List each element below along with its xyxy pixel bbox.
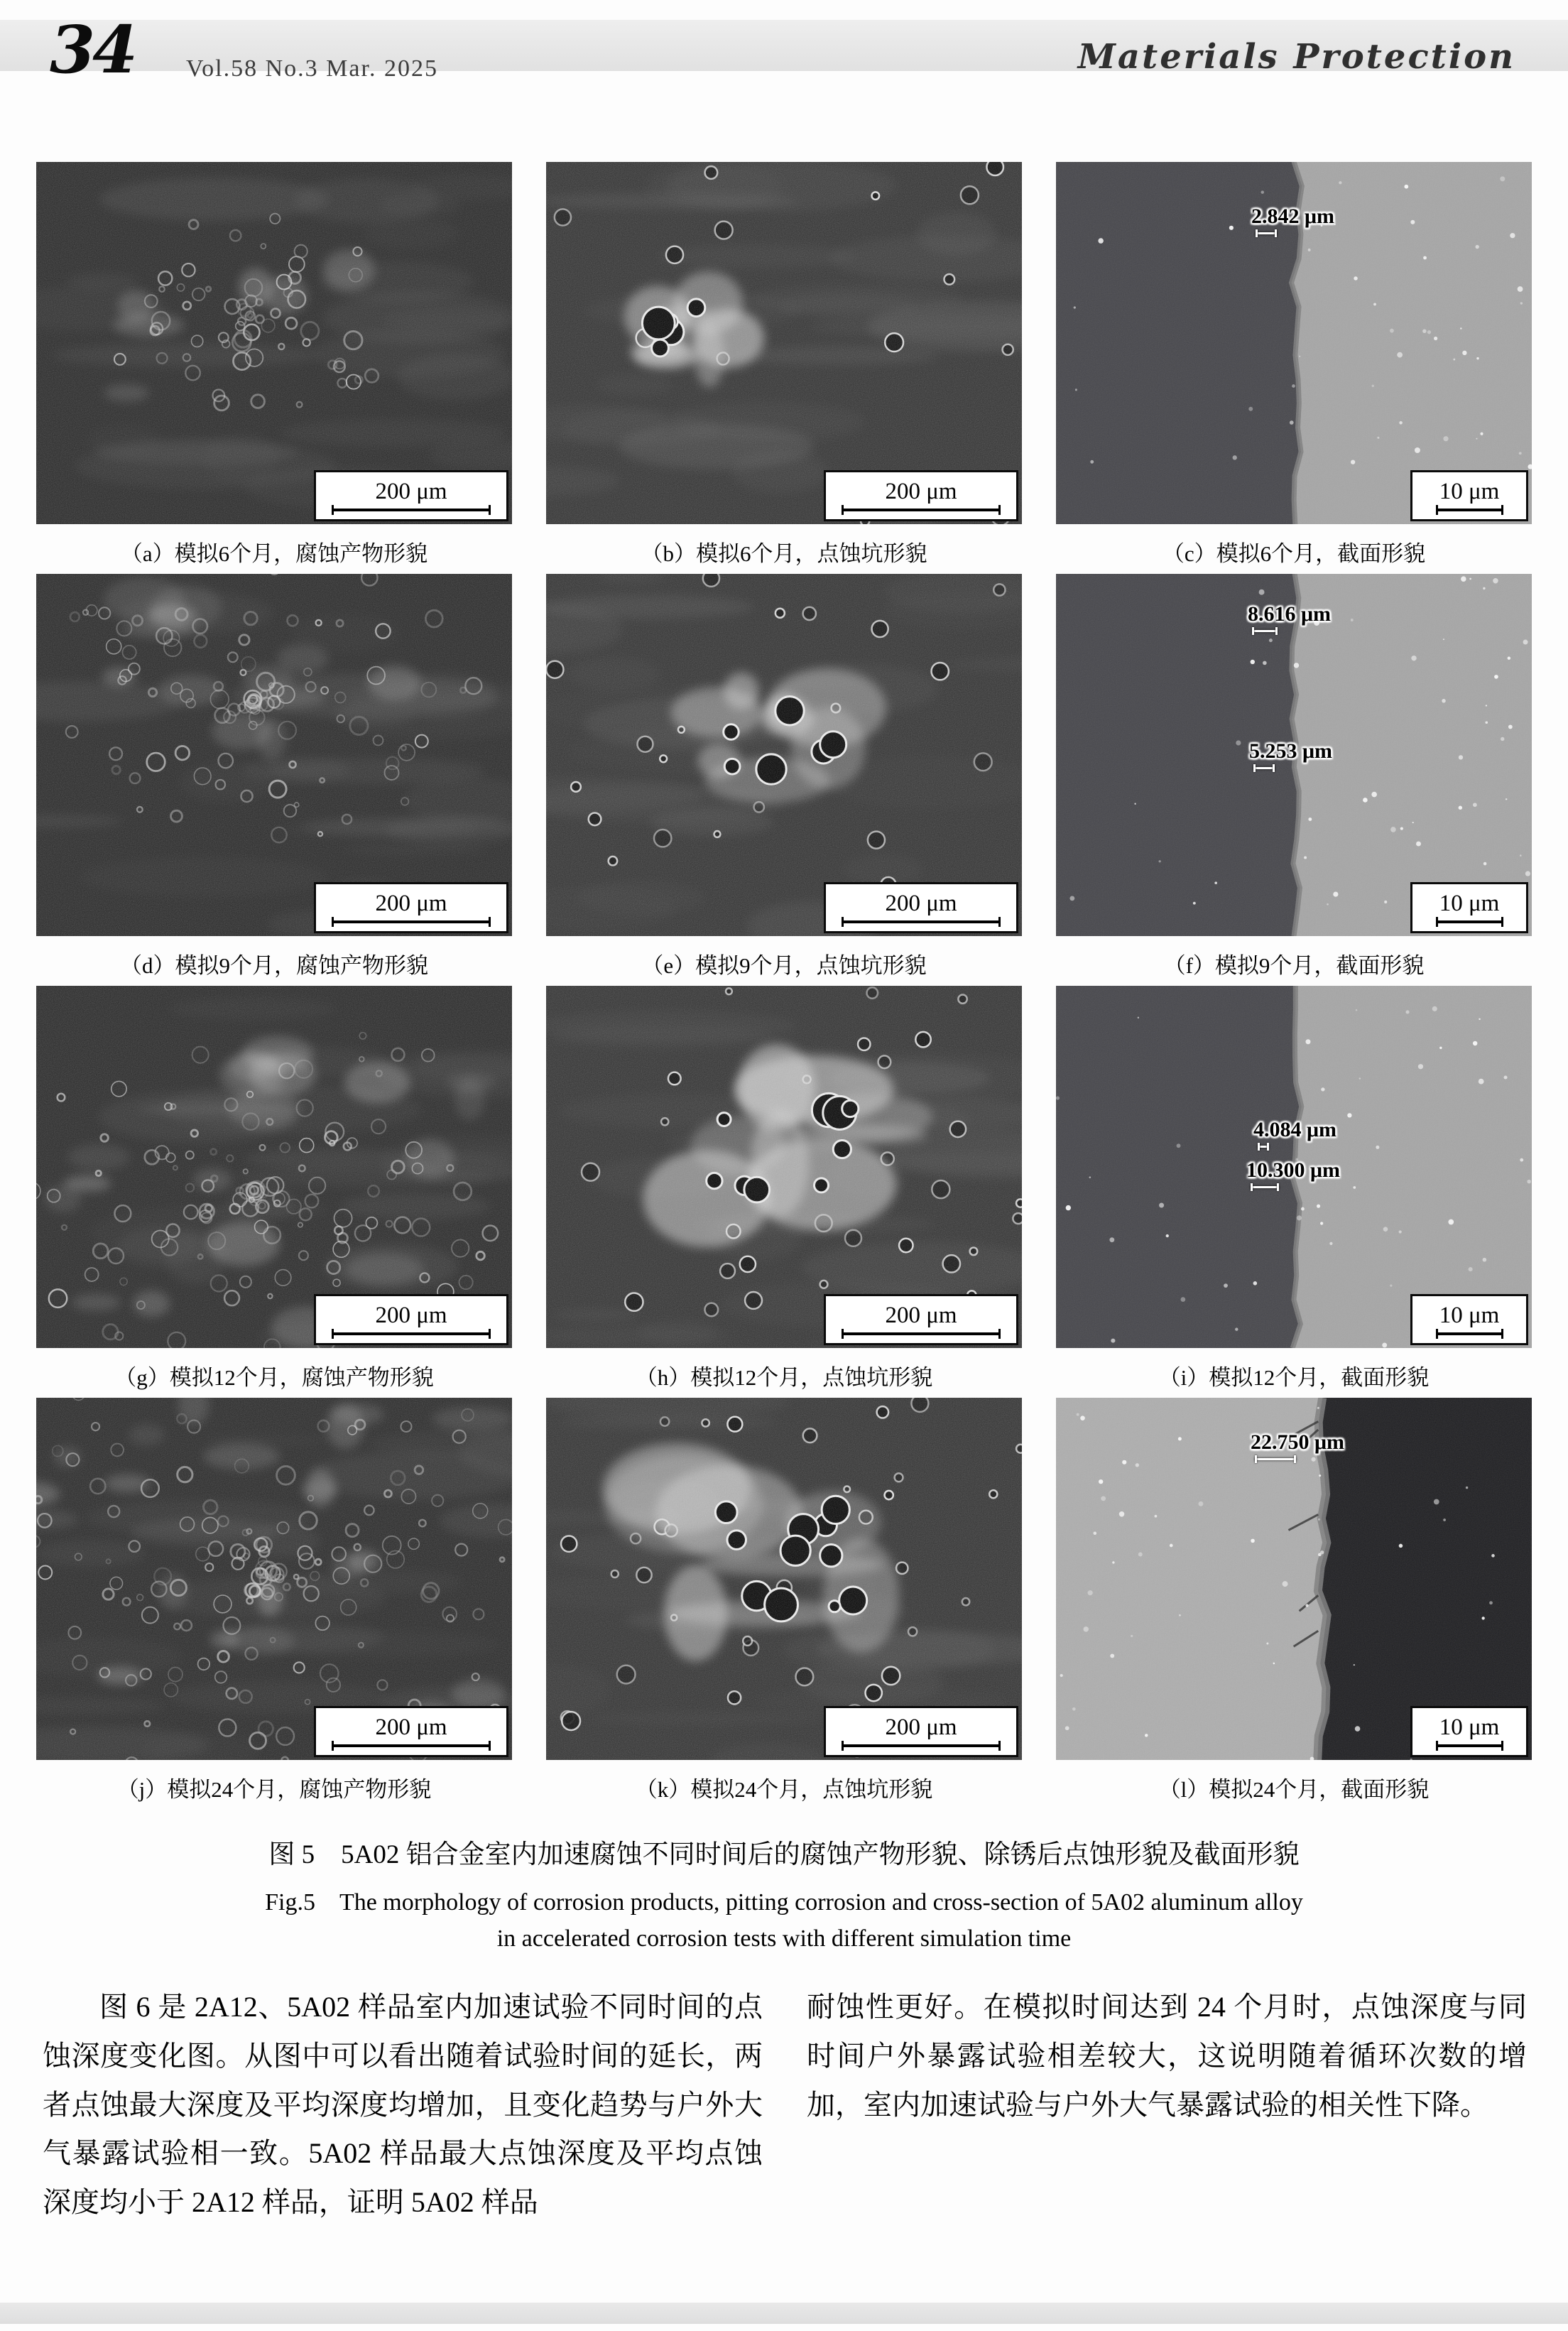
measurement-annotation: 4.084 μm [1253, 1118, 1336, 1148]
panel-caption-l: （l）模拟24个月，截面形貌 [1158, 1777, 1430, 1802]
measurement-annotation: 8.616 μm [1248, 602, 1331, 632]
scale-bar-line [332, 1332, 491, 1335]
figure-caption-en-line1: Fig.5 The morphology of corrosion products, pitting corrosion and cross-section of 5A02 aluminum alloy [265, 1889, 1303, 1916]
sem-micrograph-a [36, 162, 512, 524]
panel-caption-k: （k）模拟24个月，点蚀坑形貌 [635, 1777, 933, 1802]
scale-bar [314, 470, 508, 521]
panel-caption-j: （j）模拟24个月，腐蚀产物形貌 [116, 1777, 432, 1802]
figure-panel-i [1056, 986, 1532, 1391]
body-text [43, 1983, 1527, 2227]
measurement-tick [1256, 232, 1277, 234]
scale-bar-line [842, 509, 1001, 511]
sem-micrograph-c [1056, 162, 1532, 524]
measurement-annotation: 2.842 μm [1251, 205, 1334, 234]
measurement-annotation: 22.750 μm [1251, 1430, 1344, 1460]
measurement-tick [1255, 1458, 1296, 1460]
scale-bar-line [842, 1744, 1001, 1747]
panel-caption-i: （i）模拟12个月，截面形貌 [1158, 1365, 1430, 1390]
scale-bar-label: 200 μm [375, 1303, 447, 1328]
scale-bar-label: 10 μm [1439, 1715, 1500, 1740]
sem-micrograph-j [36, 1398, 512, 1760]
scale-bar-label: 10 μm [1439, 479, 1500, 504]
figure-panel-f [1056, 574, 1532, 979]
figure-panel-e [546, 574, 1022, 979]
body-column-right [807, 1983, 1527, 2227]
measurement-annotation: 5.253 μm [1249, 739, 1332, 769]
scale-bar [824, 470, 1018, 521]
figure-panel-h [546, 986, 1022, 1391]
scale-bar-line [1436, 509, 1503, 511]
measurement-tick [1251, 1186, 1279, 1188]
panel-caption-e: （e）模拟9个月，点蚀坑形貌 [641, 953, 927, 978]
panel-caption-a: （a）模拟6个月，腐蚀产物形貌 [120, 541, 428, 566]
figure-grid [36, 162, 1532, 1803]
journal-title: Materials Protection [1077, 37, 1515, 77]
measurement-tick [1252, 630, 1278, 632]
scale-bar-label: 200 μm [885, 1303, 957, 1328]
figure-panel-a [36, 162, 512, 567]
figure-panel-c [1056, 162, 1532, 567]
scale-bar-label: 200 μm [885, 479, 957, 504]
panel-caption-g: （g）模拟12个月，腐蚀产物形貌 [114, 1365, 434, 1390]
sem-micrograph-d [36, 574, 512, 936]
scale-bar [1410, 882, 1528, 933]
scale-bar-line [842, 1332, 1001, 1335]
scale-bar-line [1436, 920, 1503, 923]
figure-panel-k [546, 1398, 1022, 1803]
footer-band [0, 2303, 1568, 2324]
sem-micrograph-f [1056, 574, 1532, 936]
panel-caption-d: （d）模拟9个月，腐蚀产物形貌 [120, 953, 428, 978]
figure-caption [0, 1832, 1568, 1961]
panel-caption-f: （f）模拟9个月，截面形貌 [1163, 953, 1425, 978]
measurement-tick [1258, 1146, 1269, 1148]
scale-bar-label: 10 μm [1439, 891, 1500, 916]
scale-bar-label: 200 μm [885, 1715, 957, 1740]
figure-panel-j [36, 1398, 512, 1803]
figure-panel-b [546, 162, 1022, 567]
scale-bar [824, 1294, 1018, 1345]
scale-bar [314, 1706, 508, 1757]
body-paragraph-left: 图 6 是 2A12、5A02 样品室内加速试验不同时间的点蚀深度变化图。从图中可以看出随着试验时间的延长，两者点蚀最大深度及平均深度均增加，且变化趋势与户外大气暴露试验相一致。5A02 样品最大点蚀深度及平均点蚀深度均小于 2A12 样品，证明 5A02 样品 [43, 1991, 763, 2219]
scale-bar-line [842, 920, 1001, 923]
measurement-annotation: 10.300 μm [1246, 1158, 1340, 1188]
sem-micrograph-b [546, 162, 1022, 524]
scale-bar [1410, 1294, 1528, 1345]
volume-info: Vol.58 No.3 Mar. 2025 [186, 55, 438, 82]
panel-caption-b: （b）模拟6个月，点蚀坑形貌 [641, 541, 927, 566]
scale-bar-line [1436, 1332, 1503, 1335]
panel-caption-c: （c）模拟6个月，截面形貌 [1162, 541, 1426, 566]
scale-bar [824, 1706, 1018, 1757]
body-column-left [43, 1983, 763, 2227]
scale-bar-line [1436, 1744, 1503, 1747]
scale-bar-label: 200 μm [375, 891, 447, 916]
measurement-tick [1253, 767, 1275, 769]
scale-bar [824, 882, 1018, 933]
scale-bar-label: 200 μm [885, 891, 957, 916]
scale-bar-line [332, 920, 491, 923]
scale-bar [314, 1294, 508, 1345]
sem-micrograph-l [1056, 1398, 1532, 1760]
scale-bar-line [332, 1744, 491, 1747]
page-number: 34 [50, 11, 136, 88]
body-paragraph-right: 耐蚀性更好。在模拟时间达到 24 个月时，点蚀深度与同时间户外暴露试验相差较大，这说明随着循环次数的增加，室内加速试验与户外大气暴露试验的相关性下降。 [807, 1991, 1527, 2121]
figure-panel-d [36, 574, 512, 979]
figure-panel-l [1056, 1398, 1532, 1803]
sem-micrograph-k [546, 1398, 1022, 1760]
sem-micrograph-e [546, 574, 1022, 936]
panel-caption-h: （h）模拟12个月，点蚀坑形貌 [635, 1365, 933, 1390]
scale-bar-line [332, 509, 491, 511]
scale-bar-label: 200 μm [375, 1715, 447, 1740]
figure-panel-g [36, 986, 512, 1391]
scale-bar-label: 10 μm [1439, 1303, 1500, 1328]
figure-caption-en-line2: in accelerated corrosion tests with different simulation time [496, 1925, 1072, 1952]
scale-bar [1410, 470, 1528, 521]
figure-caption-zh: 图 5 5A02 铝合金室内加速腐蚀不同时间后的腐蚀产物形貌、除锈后点蚀形貌及截面形貌 [268, 1840, 1300, 1869]
sem-micrograph-i [1056, 986, 1532, 1348]
scale-bar [314, 882, 508, 933]
scale-bar [1410, 1706, 1528, 1757]
sem-micrograph-h [546, 986, 1022, 1348]
sem-micrograph-g [36, 986, 512, 1348]
scale-bar-label: 200 μm [375, 479, 447, 504]
